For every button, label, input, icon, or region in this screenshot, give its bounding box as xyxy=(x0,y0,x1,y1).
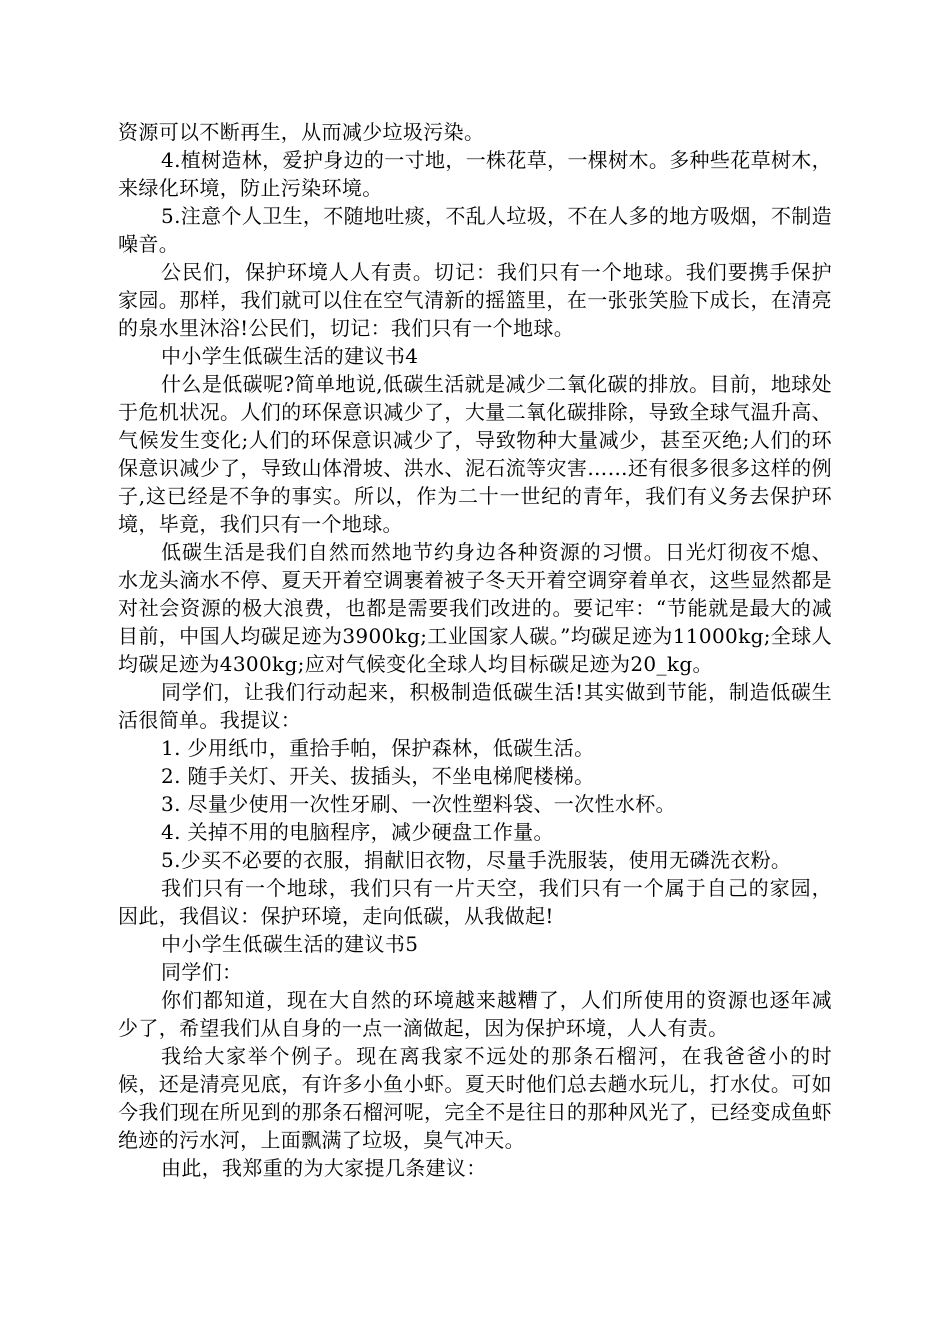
section-heading-5: 中小学生低碳生活的建议书5 xyxy=(161,932,419,956)
paragraph-17: 你们都知道，现在大自然的环境越来越糟了，人们所使用的资源也逐年减少了，希望我们从自身的一点一滴做起，因为保护环境，人人有责。 xyxy=(118,988,832,1040)
salutation: 同学们： xyxy=(161,960,243,984)
paragraph-14: 我们只有一个地球，我们只有一片天空，我们只有一个属于自己的家园，因此，我倡议：保护环境，走向低碳，从我做起! xyxy=(118,876,832,928)
list-item-2: 2. 随手关灯、开关、拔插头，不坐电梯爬楼梯。 xyxy=(161,764,595,788)
list-item-1: 1. 少用纸巾，重拾手帕，保护森林，低碳生活。 xyxy=(161,736,595,760)
document-body xyxy=(118,118,832,1182)
section-heading-4: 中小学生低碳生活的建议书4 xyxy=(161,344,419,368)
paragraph-3: 5.注意个人卫生，不随地吐痰，不乱人垃圾，不在人多的地方吸烟，不制造噪音。 xyxy=(118,204,832,256)
paragraph-7: 低碳生活是我们自然而然地节约身边各种资源的习惯。日光灯彻夜不熄、水龙头滴水不停、夏天开着空调裹着被子冬天开着空调穿着单衣，这些显然都是对社会资源的极大浪费，也都是需要我们改进的。要记牢：“节能就是最大的减目前，中国人均碳足迹为3900kg;工业国家人碳。”均碳足迹为11000kg;全球人均碳足迹为4300kg;应对气候变化全球人均目标碳足迹为20_kg。 xyxy=(118,540,832,676)
paragraph-6: 什么是低碳呢?简单地说,低碳生活就是减少二氧化碳的排放。目前，地球处于危机状况。人们的环保意识减少了，大量二氧化碳排除，导致全球气温升高、气候发生变化;人们的环保意识减少了，导致物种大量减少，甚至灭绝;人们的环保意识减少了，导致山体滑坡、洪水、泥石流等灾害……还有很多很多这样的例子,这已经是不争的事实。所以，作为二十一世纪的青年，我们有义务去保护环境，毕竟，我们只有一个地球。 xyxy=(118,372,832,536)
paragraph-4: 公民们，保护环境人人有责。切记：我们只有一个地球。我们要携手保护家园。那样，我们就可以住在空气清新的摇篮里，在一张张笑脸下成长，在清亮的泉水里沐浴!公民们，切记：我们只有一个地球。 xyxy=(118,260,832,340)
paragraph-8: 同学们，让我们行动起来，积极制造低碳生活!其实做到节能，制造低碳生活很简单。我提议： xyxy=(118,680,832,732)
paragraph-19: 由此，我郑重的为大家提几条建议： xyxy=(161,1156,487,1180)
paragraph-18: 我给大家举个例子。现在离我家不远处的那条石榴河，在我爸爸小的时候，还是清亮见底，有许多小鱼小虾。夏天时他们总去趟水玩儿，打水仗。可如今我们现在所见到的那条石榴河呢，完全不是往日的那种风光了，已经变成鱼虾绝迹的污水河，上面飘满了垃圾，臭气冲天。 xyxy=(118,1044,832,1152)
list-item-4: 4. 关掉不用的电脑程序，减少硬盘工作量。 xyxy=(161,820,554,844)
list-item-3: 3. 尽量少使用一次性牙刷、一次性塑料袋、一次性水杯。 xyxy=(161,792,676,816)
list-item-5: 5.少买不必要的衣服，捐献旧衣物，尽量手洗服装，使用无磷洗衣粉。 xyxy=(161,848,792,872)
paragraph-1: 资源可以不断再生，从而减少垃圾污染。 xyxy=(118,120,485,144)
paragraph-2: 4.植树造林，爱护身边的一寸地，一株花草，一棵树木。多种些花草树木，来绿化环境，防止污染环境。 xyxy=(118,148,832,200)
